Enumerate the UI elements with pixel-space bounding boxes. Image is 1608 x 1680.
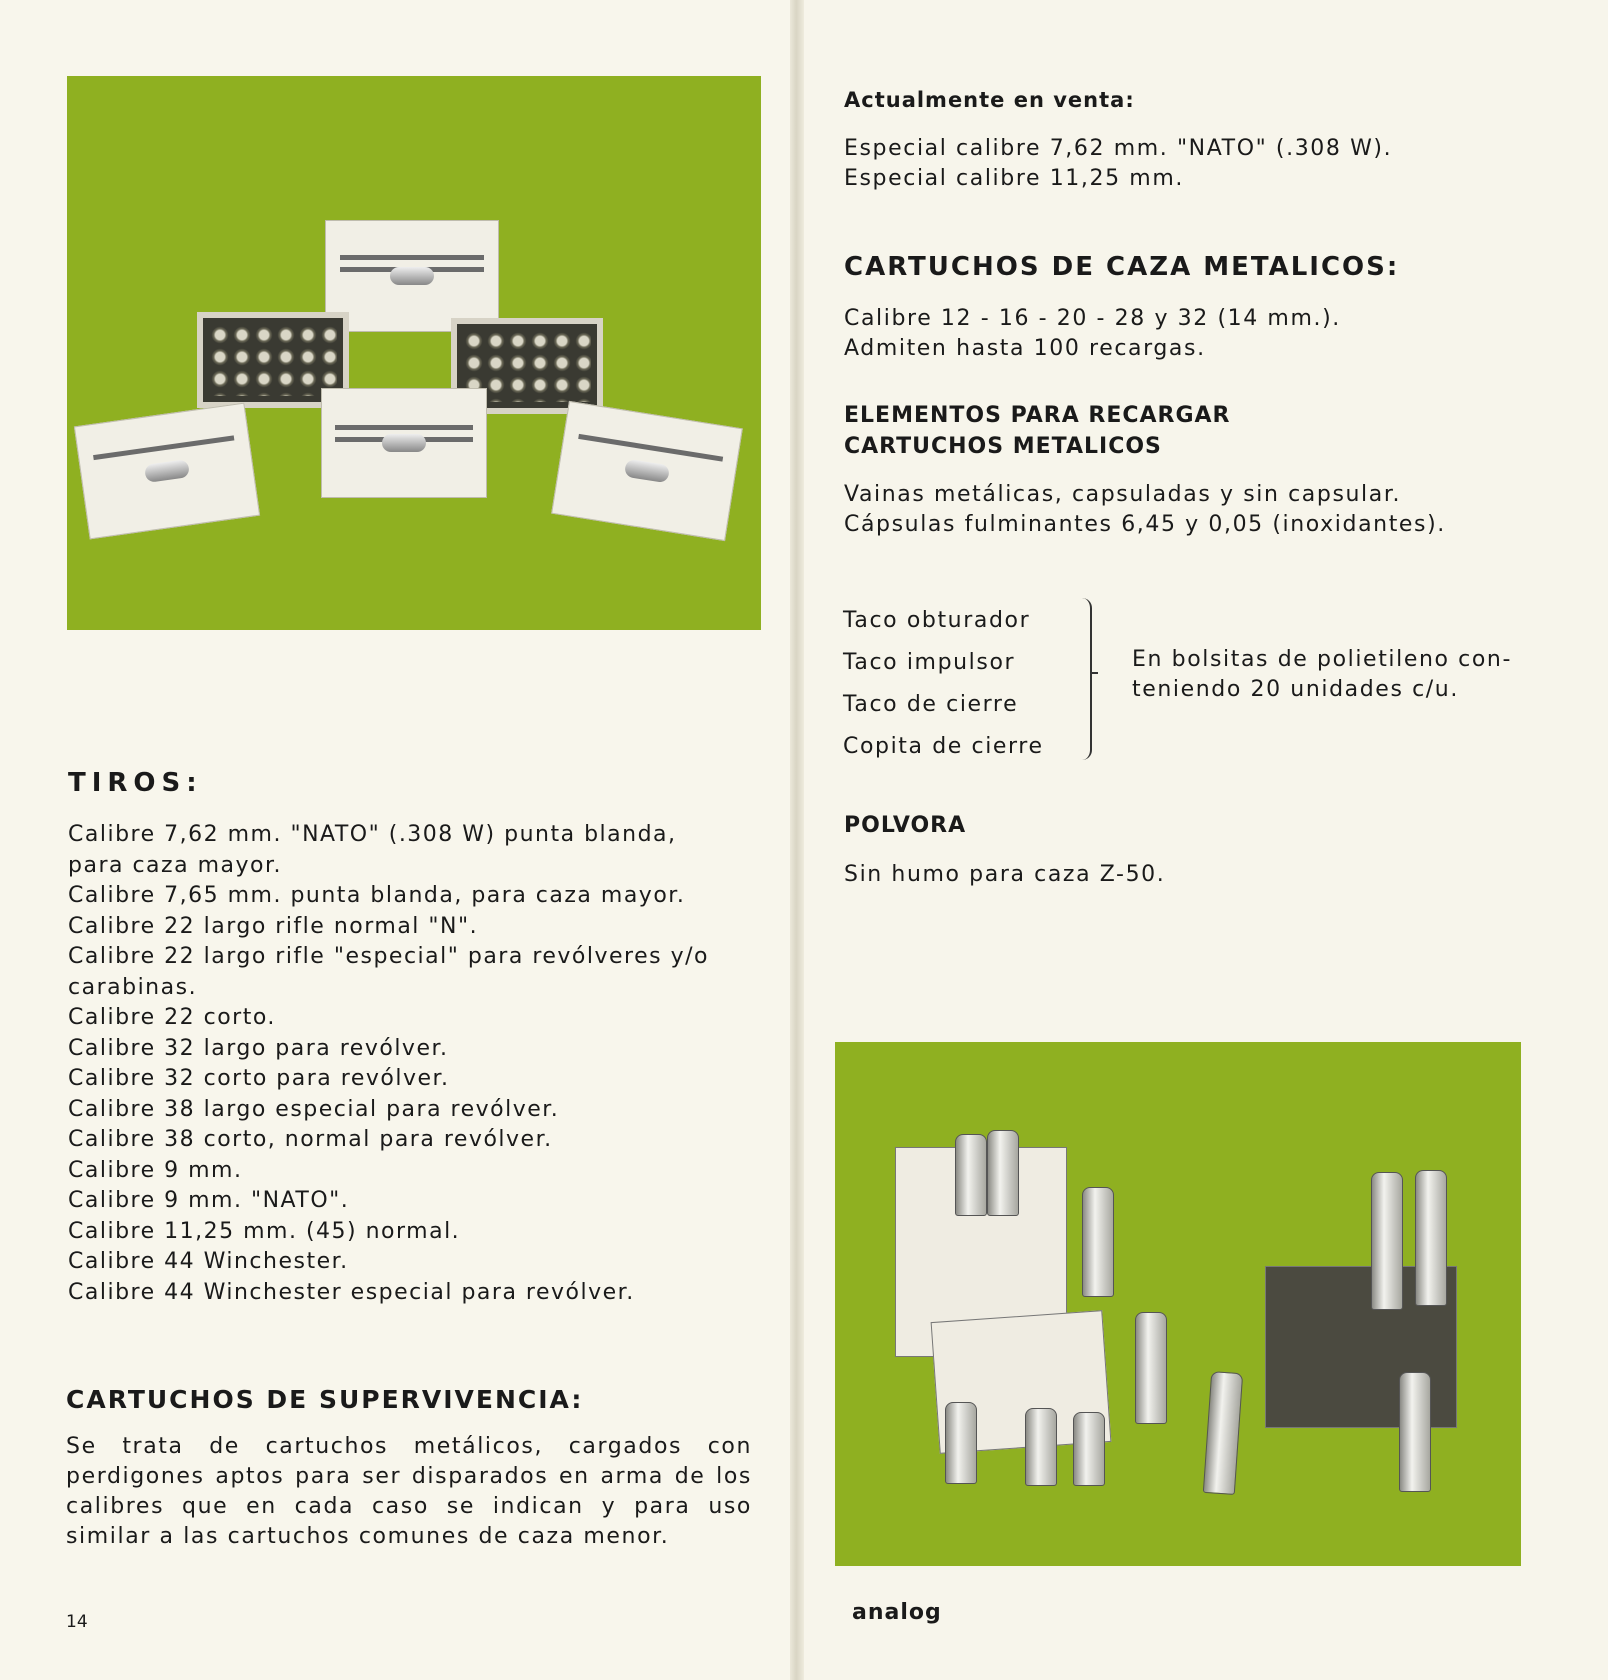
taco-item: Taco impulsor [843, 650, 1016, 675]
caza-list [844, 304, 1341, 364]
brand-logo: analog [852, 1600, 942, 1625]
tiros-line: Calibre 44 Winchester especial para revólver. [68, 1279, 635, 1305]
ammo-box [74, 403, 260, 540]
shell [955, 1134, 987, 1216]
elementos-heading [844, 400, 1230, 462]
page-number: 14 [66, 1612, 88, 1632]
ammo-box [551, 401, 743, 541]
shell [1073, 1412, 1105, 1486]
tiros-line: Calibre 44 Winchester. [68, 1249, 349, 1274]
shell [1135, 1312, 1167, 1424]
taco-item: Taco obturador [843, 608, 1031, 633]
tiros-line: Calibre 22 corto. [68, 1005, 276, 1030]
shell [1371, 1172, 1403, 1310]
tiros-list [68, 820, 768, 1308]
tiros-line: Calibre 7,62 mm. "NATO" (.308 W) punta blanda, [68, 822, 677, 847]
shotgun-shells-photo [835, 1042, 1521, 1566]
tiros-line: Calibre 9 mm. "NATO". [68, 1188, 350, 1213]
tacos-list [843, 600, 1044, 768]
elementos-heading-line: CARTUCHOS METALICOS [844, 434, 1162, 459]
polvora-heading: POLVORA [844, 813, 967, 838]
elementos-line: Cápsulas fulminantes 6,45 y 0,05 (inoxidantes). [844, 512, 1446, 537]
tiros-line: Calibre 38 largo especial para revólver. [68, 1096, 560, 1122]
venta-list [844, 134, 1392, 194]
venta-line: Especial calibre 7,62 mm. "NATO" (.308 W). [844, 136, 1393, 161]
tacos-note-line: teniendo 20 unidades c/u. [1132, 677, 1459, 702]
tiros-line: Calibre 38 corto, normal para revólver. [68, 1127, 553, 1152]
tiros-line: Calibre 22 largo rifle normal "N". [68, 913, 479, 939]
elementos-line: Vainas metálicas, capsuladas y sin capsular. [844, 482, 1402, 507]
caza-line: Admiten hasta 100 recargas. [844, 336, 1206, 361]
page-fold [790, 0, 804, 1680]
shell [1203, 1371, 1243, 1495]
tiros-line: Calibre 32 largo para revólver. [68, 1035, 449, 1061]
curly-brace [1076, 598, 1092, 760]
tiros-line: Calibre 7,65 mm. punta blanda, para caza mayor. [68, 883, 686, 908]
caza-heading: CARTUCHOS DE CAZA METALICOS: [844, 252, 1400, 282]
shell [1399, 1372, 1431, 1492]
caza-line: Calibre 12 - 16 - 20 - 28 y 32 (14 mm.). [844, 306, 1341, 331]
elementos-heading-line: ELEMENTOS PARA RECARGAR [844, 403, 1231, 428]
shell [1415, 1170, 1447, 1306]
tiros-line: para caza mayor. [68, 852, 282, 878]
tiros-line: Calibre 22 largo rifle "especial" para revólveres y/o [68, 944, 710, 969]
supervivencia-text: Se trata de cartuchos metálicos, cargados con perdigones aptos para ser disparados en arma de los calibres que en cada caso se indican y para uso similar a las cartuchos comunes de caza menor. [66, 1434, 752, 1549]
taco-item: Copita de cierre [843, 734, 1044, 759]
taco-item: Taco de cierre [843, 692, 1019, 717]
venta-line: Especial calibre 11,25 mm. [844, 166, 1184, 191]
shell [945, 1402, 977, 1484]
tiros-line: Calibre 9 mm. [68, 1157, 243, 1183]
tacos-note [1132, 645, 1512, 705]
ammo-box [321, 388, 487, 498]
elementos-list [844, 480, 1446, 540]
shell [987, 1130, 1019, 1216]
tiros-line: carabinas. [68, 974, 198, 1000]
shell [1082, 1187, 1114, 1297]
venta-heading: Actualmente en venta: [844, 88, 1135, 112]
tiros-line: Calibre 32 corto para revólver. [68, 1066, 450, 1091]
tiros-line: Calibre 11,25 mm. (45) normal. [68, 1218, 461, 1244]
polvora-text: Sin humo para caza Z-50. [844, 862, 1166, 887]
shell [1025, 1408, 1057, 1486]
tacos-note-line: En bolsitas de polietileno con- [1132, 647, 1513, 672]
ammo-box [325, 220, 499, 332]
ammo-boxes-photo [67, 76, 761, 630]
tiros-heading: TIROS: [68, 768, 203, 798]
supervivencia-heading: CARTUCHOS DE SUPERVIVENCIA: [66, 1385, 584, 1414]
